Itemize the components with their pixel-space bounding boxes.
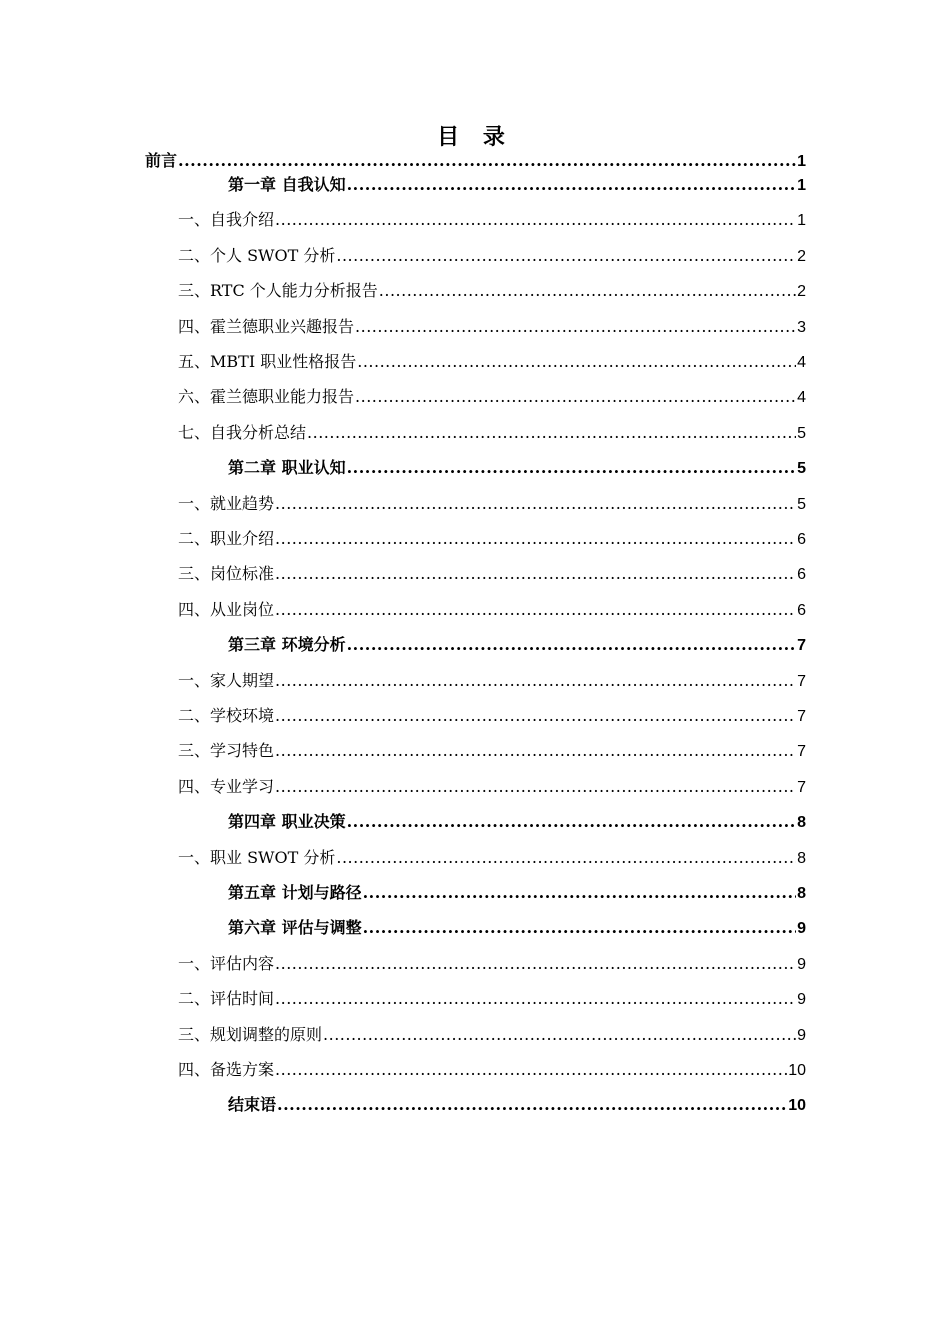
toc-entry-page-number: 10 <box>788 1097 806 1114</box>
toc-entry-page-number: 7 <box>797 673 806 690</box>
toc-subentry[interactable] <box>178 987 806 1011</box>
toc-entry-page-number: 4 <box>797 389 806 406</box>
toc-entry-label: 一、就业趋势 <box>178 494 275 513</box>
toc-entry-page-number: 2 <box>797 283 806 300</box>
toc-subentry[interactable] <box>178 244 806 268</box>
toc-chapter-entry[interactable] <box>145 149 806 173</box>
toc-entry-page-number: 7 <box>797 708 806 725</box>
toc-title: 目 录 <box>437 124 513 150</box>
toc-subentry[interactable] <box>178 775 806 799</box>
dot-leader <box>347 173 797 197</box>
toc-entry-label: 三、规划调整的原则 <box>178 1025 323 1044</box>
toc-entry-label: 第四章 职业决策 <box>228 812 346 831</box>
toc-entry-page-number: 7 <box>797 637 806 654</box>
toc-entry-page-number: 5 <box>797 496 806 513</box>
toc-subentry[interactable] <box>178 739 806 763</box>
toc-entry-label: 一、评估内容 <box>178 954 275 973</box>
toc-entry-page-number: 9 <box>797 991 806 1008</box>
toc-subentry[interactable] <box>178 669 806 693</box>
toc-chapter-entry[interactable] <box>228 810 806 834</box>
toc-entry-page-number: 5 <box>797 460 806 477</box>
toc-entry-label: 三、RTC 个人能力分析报告 <box>178 281 378 300</box>
toc-entry-page-number: 1 <box>797 153 806 170</box>
toc-subentry[interactable] <box>178 421 806 445</box>
toc-chapter-entry[interactable] <box>228 173 806 197</box>
toc-chapter-entry[interactable] <box>228 1093 806 1117</box>
toc-entry-label: 一、家人期望 <box>178 671 275 690</box>
dot-leader <box>275 669 796 693</box>
dot-leader <box>178 149 796 173</box>
dot-leader <box>336 846 796 870</box>
dot-leader <box>363 881 797 905</box>
dot-leader <box>357 350 796 374</box>
dot-leader <box>275 952 796 976</box>
dot-leader <box>275 527 796 551</box>
toc-subentry[interactable] <box>178 598 806 622</box>
toc-entry-page-number: 6 <box>797 602 806 619</box>
dot-leader <box>275 1058 787 1082</box>
toc-entry-page-number: 6 <box>797 531 806 548</box>
toc-entry-page-number: 7 <box>797 779 806 796</box>
toc-chapter-entry[interactable] <box>228 881 806 905</box>
dot-leader <box>275 598 796 622</box>
toc-chapter-entry[interactable] <box>228 916 806 940</box>
toc-entry-label: 三、岗位标准 <box>178 564 275 583</box>
toc-entry-label: 第五章 计划与路径 <box>228 883 362 902</box>
dot-leader <box>275 739 796 763</box>
toc-entry-page-number: 8 <box>797 850 806 867</box>
toc-entry-label: 六、霍兰德职业能力报告 <box>178 387 355 406</box>
toc-entry-page-number: 5 <box>797 425 806 442</box>
toc-entry-page-number: 3 <box>797 319 806 336</box>
dot-leader <box>347 633 797 657</box>
toc-entry-label: 前言 <box>145 151 178 170</box>
dot-leader <box>355 385 796 409</box>
toc-entry-page-number: 8 <box>797 885 806 902</box>
dot-leader <box>363 916 797 940</box>
toc-entry-label: 一、自我介绍 <box>178 210 275 229</box>
toc-subentry[interactable] <box>178 350 806 374</box>
toc-entry-label: 第三章 环境分析 <box>228 635 346 654</box>
dot-leader <box>275 775 796 799</box>
dot-leader <box>275 492 796 516</box>
toc-entry-label: 结束语 <box>228 1095 277 1114</box>
dot-leader <box>275 704 796 728</box>
toc-subentry[interactable] <box>178 279 806 303</box>
dot-leader <box>355 315 796 339</box>
toc-subentry[interactable] <box>178 1058 806 1082</box>
dot-leader <box>275 562 796 586</box>
toc-subentry[interactable] <box>178 208 806 232</box>
toc-entry-page-number: 8 <box>797 814 806 831</box>
dot-leader <box>307 421 796 445</box>
toc-entry-label: 第一章 自我认知 <box>228 175 346 194</box>
toc-entry-label: 三、学习特色 <box>178 741 275 760</box>
toc-entry-label: 五、MBTI 职业性格报告 <box>178 352 357 371</box>
toc-chapter-entry[interactable] <box>228 633 806 657</box>
toc-entry-page-number: 9 <box>797 1027 806 1044</box>
toc-entry-page-number: 9 <box>797 956 806 973</box>
toc-entry-label: 四、霍兰德职业兴趣报告 <box>178 317 355 336</box>
toc-entry-label: 一、职业 SWOT 分析 <box>178 848 336 867</box>
toc-subentry[interactable] <box>178 385 806 409</box>
toc-entry-label: 二、学校环境 <box>178 706 275 725</box>
toc-entry-page-number: 4 <box>797 354 806 371</box>
toc-subentry[interactable] <box>178 315 806 339</box>
toc-entry-page-number: 10 <box>788 1062 806 1079</box>
toc-entry-page-number: 2 <box>797 248 806 265</box>
toc-subentry[interactable] <box>178 704 806 728</box>
dot-leader <box>275 987 796 1011</box>
toc-subentry[interactable] <box>178 562 806 586</box>
dot-leader <box>275 208 796 232</box>
toc-entry-page-number: 6 <box>797 566 806 583</box>
toc-entry-label: 二、职业介绍 <box>178 529 275 548</box>
toc-entry-page-number: 7 <box>797 743 806 760</box>
dot-leader <box>277 1093 787 1117</box>
toc-subentry[interactable] <box>178 1023 806 1047</box>
toc-entry-label: 第六章 评估与调整 <box>228 918 362 937</box>
dot-leader <box>336 244 796 268</box>
toc-subentry[interactable] <box>178 492 806 516</box>
toc-entry-page-number: 1 <box>797 212 806 229</box>
toc-entry-label: 二、个人 SWOT 分析 <box>178 246 336 265</box>
toc-entry-label: 四、备选方案 <box>178 1060 275 1079</box>
toc-subentry[interactable] <box>178 846 806 870</box>
toc-entry-label: 七、自我分析总结 <box>178 423 307 442</box>
toc-entry-page-number: 1 <box>797 177 806 194</box>
toc-subentry[interactable] <box>178 527 806 551</box>
toc-entry-label: 四、专业学习 <box>178 777 275 796</box>
toc-subentry[interactable] <box>178 952 806 976</box>
dot-leader <box>323 1023 796 1047</box>
toc-chapter-entry[interactable] <box>228 456 806 480</box>
toc-entry-label: 四、从业岗位 <box>178 600 275 619</box>
dot-leader <box>347 810 797 834</box>
dot-leader <box>347 456 797 480</box>
toc-entry-label: 二、评估时间 <box>178 989 275 1008</box>
toc-entry-page-number: 9 <box>797 920 806 937</box>
toc-entry-label: 第二章 职业认知 <box>228 458 346 477</box>
dot-leader <box>379 279 796 303</box>
